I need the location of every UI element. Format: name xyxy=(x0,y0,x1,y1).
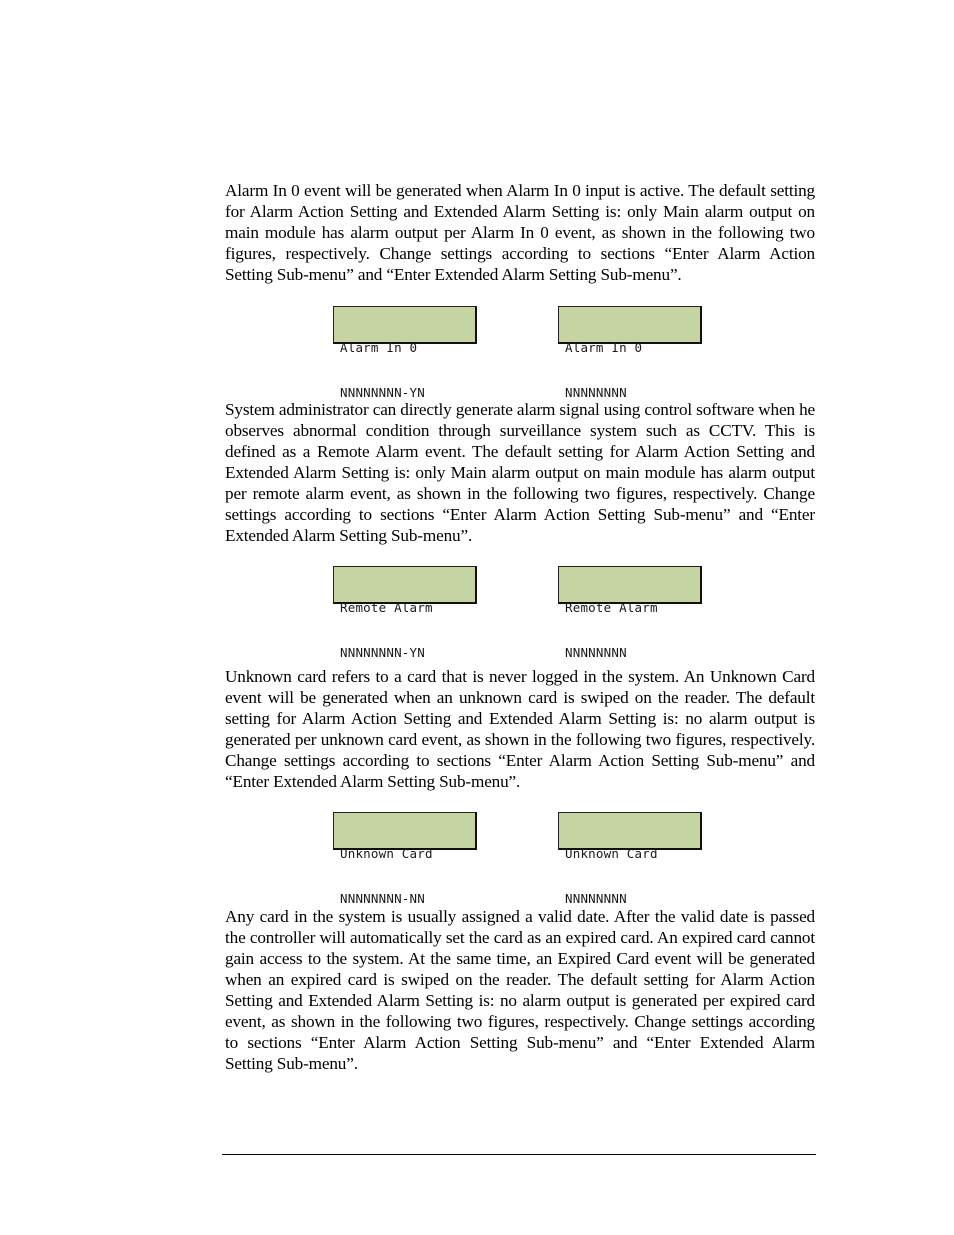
lcd-line-1: Unknown Card xyxy=(340,846,433,861)
unknown-card-paragraph: Unknown card refers to a card that is never logged in the system. An Unknown Card event will be generated when an unknown card is swiped on the reader. The default setting for Alarm Action Setting and Extended Alarm Setting is: no alarm output is generated per unknown card event, as shown in the following two figures, respectively. Change settings according to sections “Enter Alarm Action Setting Sub-menu” and “Enter Extended Alarm Setting Sub-menu”. xyxy=(225,667,815,791)
lcd-line-2: NNNNNNNN xyxy=(565,645,627,660)
lcd-line-1: Unknown Card xyxy=(565,846,658,861)
lcd-alarm-in-0-extended xyxy=(558,306,702,400)
footer-divider xyxy=(222,1154,816,1155)
lcd-line-2: NNNNNNNN xyxy=(565,385,627,400)
lcd-alarm-in-0-action xyxy=(333,306,477,400)
lcd-line-1: Alarm In 0 xyxy=(340,340,418,355)
lcd-line-1: Alarm In 0 xyxy=(565,340,643,355)
lcd-remote-alarm-action xyxy=(333,566,477,660)
lcd-line-2: NNNNNNNN-YN xyxy=(340,385,425,400)
lcd-line-2: NNNNNNNN-YN xyxy=(340,645,425,660)
expired-card-paragraph: Any card in the system is usually assigned a valid date. After the valid date is passed the controller will automatically set the card as an expired card. An expired card cannot gain access to the system. At the same time, an Expired Card event will be generated when an expired card is swiped on the reader. The default setting for Alarm Action Setting and Extended Alarm Setting is: no alarm output is generated per expired card event, as shown in the following two figures, respectively. Change settings according to sections “Enter Alarm Action Setting Sub-menu” and “Enter Extended Alarm Setting Sub-menu”. xyxy=(225,907,815,1073)
lcd-line-2: NNNNNNNN-NN xyxy=(340,891,425,906)
lcd-unknown-card-action xyxy=(333,812,477,906)
lcd-line-2: NNNNNNNN xyxy=(565,891,627,906)
remote-alarm-paragraph: System administrator can directly generate alarm signal using control software when he observes abnormal condition through surveillance system such as CCTV. This is defined as a Remote Alarm event. The default setting for Alarm Action Setting and Extended Alarm Setting is: only Main alarm output on main module has alarm output per remote alarm event, as shown in the following two figures, respectively. Change settings according to sections “Enter Alarm Action Setting Sub-menu” and “Enter Extended Alarm Setting Sub-menu”. xyxy=(225,400,815,545)
lcd-remote-alarm-extended xyxy=(558,566,702,660)
lcd-line-1: Remote Alarm xyxy=(340,600,433,615)
alarm-in-0-paragraph: Alarm In 0 event will be generated when Alarm In 0 input is active. The default setting for Alarm Action Setting and Extended Alarm Setting is: only Main alarm output on main module has alarm output per Alarm In 0 event, as shown in the following two figures, respectively. Change settings according to sections “Enter Alarm Action Setting Sub-menu” and “Enter Extended Alarm Setting Sub-menu”. xyxy=(225,181,815,284)
lcd-unknown-card-extended xyxy=(558,812,702,906)
lcd-line-1: Remote Alarm xyxy=(565,600,658,615)
